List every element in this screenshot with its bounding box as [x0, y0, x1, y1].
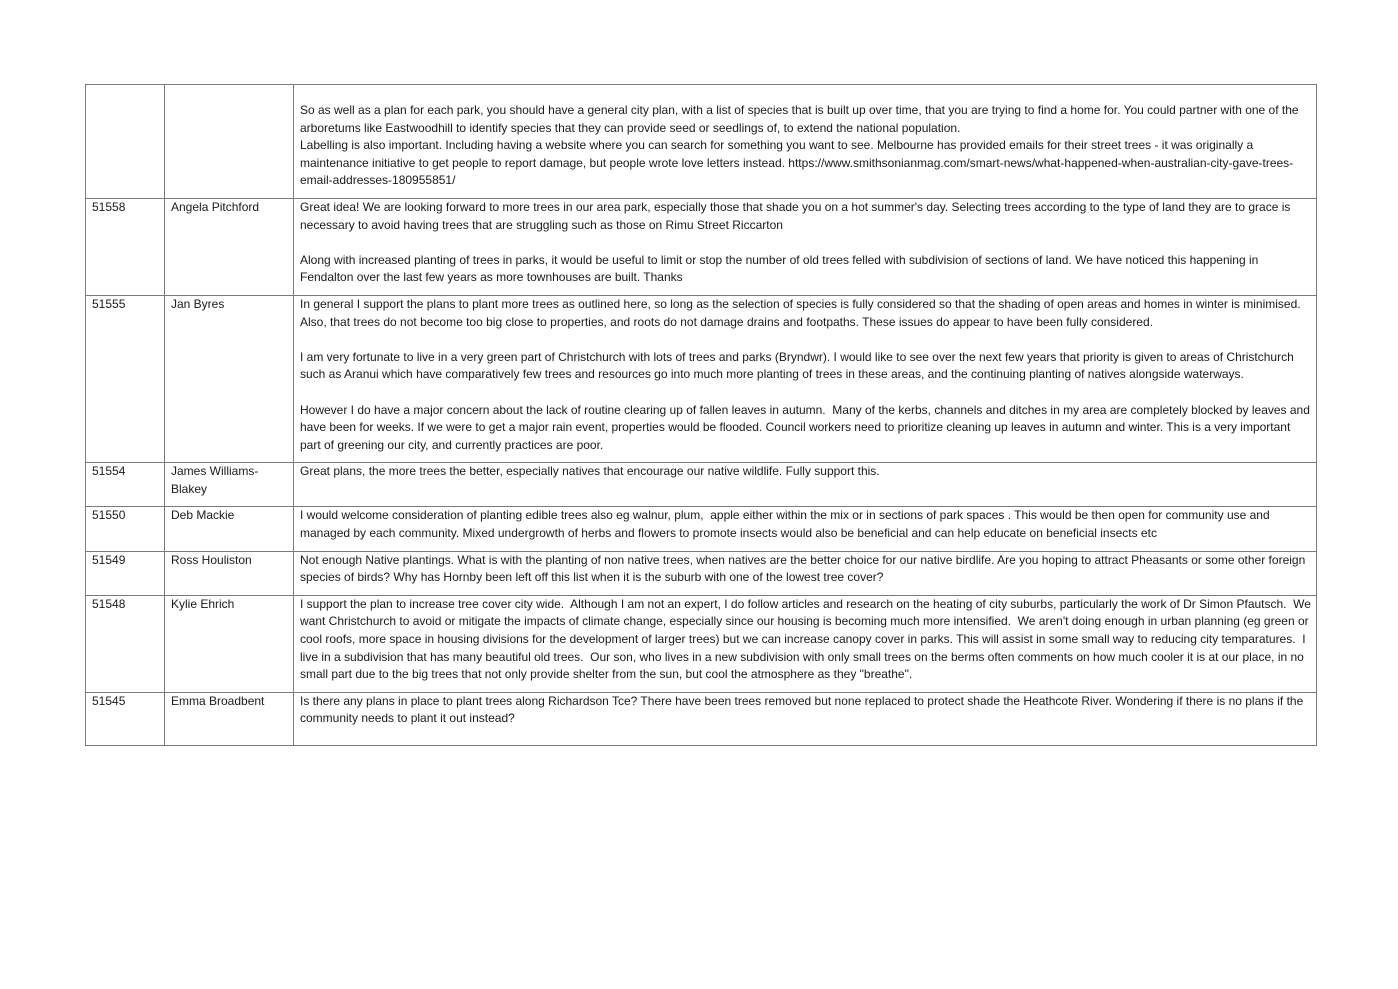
comment-cell: [294, 295, 1317, 462]
table-row: [86, 692, 1317, 745]
submissions-table: [85, 84, 1317, 746]
table-row: [86, 463, 1317, 507]
table-row: [86, 295, 1317, 462]
comment-paragraph: Not enough Native plantings. What is with the planting of non native trees, when natives are the better choice for our native birdlife. Are you hoping to attract Pheasants or some other foreign species of birds? Why has Hornby been left off this list when it is the suburb with one of the lowest tree cover?: [300, 552, 1309, 585]
comment-paragraph: Great plans, the more trees the better, especially natives that encourage our native wildlife. Fully support this.: [300, 464, 880, 479]
submitter-name-cell: Kylie Ehrich: [165, 595, 294, 692]
submitter-name-cell: Ross Houliston: [165, 551, 294, 595]
submitter-name-cell: Jan Byres: [165, 295, 294, 462]
submission-id-cell: [86, 85, 165, 199]
submitter-name-cell: James Williams-Blakey: [165, 463, 294, 507]
submission-id-cell: 51558: [86, 198, 165, 295]
comment-line: So as well as a plan for each park, you should have a general city plan, with a list of species that is built up over time, that you are trying to find a home for. You could partner with one of the arboretums like Eastwoodhill to identify species that they can provide seed or seedlings of, to extend the national population.: [300, 103, 1299, 135]
comment-cell: [294, 198, 1317, 295]
submission-id-cell: 51549: [86, 551, 165, 595]
comment-cell: [294, 595, 1317, 692]
submitter-name-cell: Deb Mackie: [165, 507, 294, 551]
submission-id-cell: 51555: [86, 295, 165, 462]
comment-cell: [294, 551, 1317, 595]
comment-cell: [294, 463, 1317, 507]
comment-line: Labelling is also important. Including having a website where you can search for something you want to see. Melbourne has provided emails for their street trees - it was originally a maintenance initiative to get people to report damage, but people wrote love letters instead. https://www.smithsonianmag.com/smart-news/what-happened-when-australian-city-gave-trees-email-addresses-180955851/: [300, 138, 1294, 188]
table-row: [86, 551, 1317, 595]
table-row: [86, 85, 1317, 199]
comment-cell: [294, 692, 1317, 745]
submitter-name-cell: Angela Pitchford: [165, 198, 294, 295]
comment-paragraph: I support the plan to increase tree cover city wide. Although I am not an expert, I do follow articles and research on the heating of city suburbs, particularly the work of Dr Simon Pfautsch. We want Christchurch to avoid or mitigate the impacts of climate change, especially since our housing is becoming much more intensified. We aren't doing enough in urban planning (eg green or cool roofs, more space in housing divisions for the development of larger trees) but we can increase canopy cover in parks. This will assist in some small way to reducing city temparatures. I live in a subdivision that has many beautiful old trees. Our son, who lives in a new subdivision with only small trees on the berms often comments on how much cooler it is at our place, in no small part due to the big trees that not only provide shelter from the sun, but cool the atmosphere as they "breathe".: [300, 596, 1315, 682]
submission-id-cell: 51548: [86, 595, 165, 692]
submitter-name-cell: Emma Broadbent: [165, 692, 294, 745]
table-row: [86, 507, 1317, 551]
comment-paragraph: Along with increased planting of trees in parks, it would be useful to limit or stop the number of old trees felled with subdivision of sections of land. We have noticed this happening in Fendalton over the last few years as more townhouses are built. Thanks: [300, 252, 1262, 285]
submission-id-cell: 51545: [86, 692, 165, 745]
comment-paragraph: However I do have a major concern about the lack of routine clearing up of fallen leaves in autumn. Many of the kerbs, channels and ditches in my area are completely blocked by leaves and have been for weeks. If we were to get a major rain event, properties would be flooded. Council workers need to prioritize cleaning up leaves in autumn and winter. This is a very important part of greening our city, and currently practices are poor.: [300, 402, 1314, 452]
table-row: [86, 595, 1317, 692]
comment-paragraph: In general I support the plans to plant more trees as outlined here, so long as the selection of species is fully considered so that the shading of open areas and homes in winter is minimised. Also, that trees do not become too big close to properties, and roots do not damage drains and footpaths. These issues do appear to have been fully considered.: [300, 296, 1304, 329]
submission-id-cell: 51554: [86, 463, 165, 507]
comment-paragraph: I would welcome consideration of planting edible trees also eg walnur, plum, apple either within the mix or in sections of park spaces . This would be then open for community use and managed by each community. Mixed undergrowth of herbs and flowers to promote insects would also be beneficial and can help educate on beneficial insects etc: [300, 508, 1273, 541]
comment-cell: [294, 85, 1317, 199]
comment-paragraph: Great idea! We are looking forward to more trees in our area park, especially those that shade you on a hot summer's day. Selecting trees according to the type of land they are to grace is necessary to avoid having trees that are struggling such as those on Rimu Street Riccarton: [300, 199, 1294, 232]
submitter-name-cell: [165, 85, 294, 199]
comment-paragraph: Is there any plans in place to plant trees along Richardson Tce? There have been trees removed but none replaced to protect shade the Heathcote River. Wondering if there is no plans if the community needs to plant it out instead?: [300, 693, 1307, 726]
comment-cell: [294, 507, 1317, 551]
table-row: [86, 198, 1317, 295]
submission-id-cell: 51550: [86, 507, 165, 551]
comment-paragraph: I am very fortunate to live in a very green part of Christchurch with lots of trees and parks (Bryndwr). I would like to see over the next few years that priority is given to areas of Christchurch such as Aranui which have comparatively few trees and resources go into much more planting of trees in these areas, and the continuing planting of natives alongside waterways.: [300, 349, 1298, 382]
